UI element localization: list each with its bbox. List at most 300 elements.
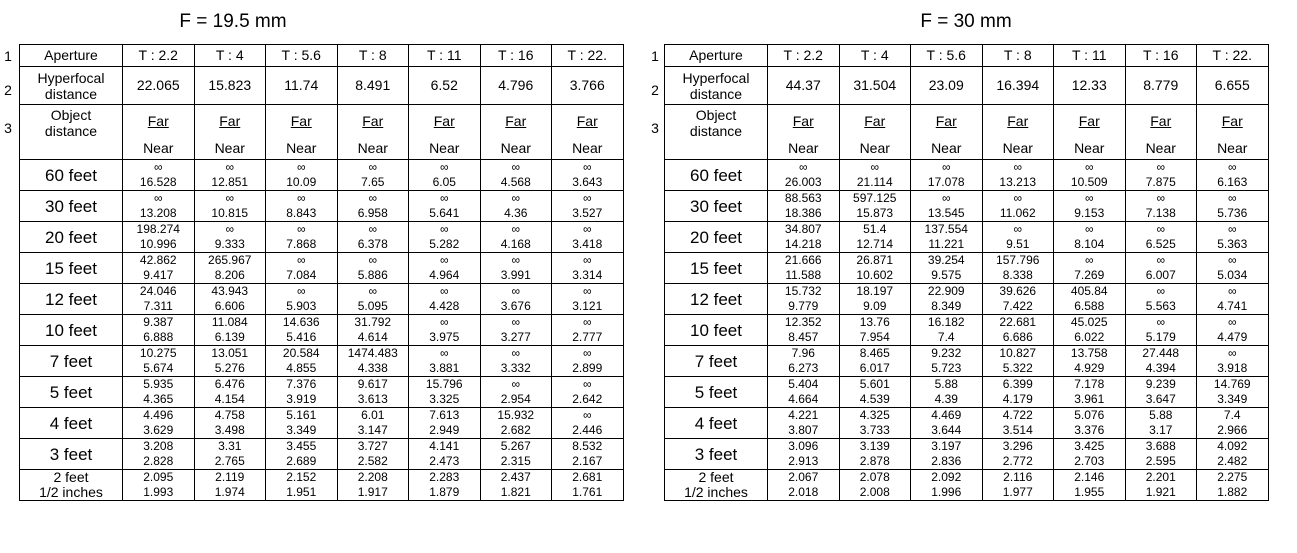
far-limit-value: 22.909 xyxy=(911,284,983,299)
far-limit-value: ∞ xyxy=(194,222,266,237)
far-limit-value: 405.84 xyxy=(1054,284,1126,299)
far-limit-value: 3.197 xyxy=(911,439,983,454)
far-limit-value: 3.455 xyxy=(266,439,338,454)
far-header: Far xyxy=(768,105,840,139)
near-limit-value: 4.614 xyxy=(337,329,409,346)
far-limit-value: ∞ xyxy=(480,377,552,392)
object-distance-value: 60 feet xyxy=(665,160,768,191)
far-limit-value: ∞ xyxy=(1197,160,1269,175)
object-distance-value: 7 feet xyxy=(665,346,768,377)
far-limit-value: ∞ xyxy=(266,160,338,175)
near-limit-value: 3.498 xyxy=(194,422,266,439)
near-header: Near xyxy=(409,138,481,160)
near-limit-value: 4.365 xyxy=(123,391,195,408)
far-limit-value: 2.275 xyxy=(1197,470,1269,485)
near-header: Near xyxy=(480,138,552,160)
far-limit-value: ∞ xyxy=(1197,284,1269,299)
aperture-value: T : 4 xyxy=(839,45,911,67)
far-limit-value: 20.584 xyxy=(266,346,338,361)
near-limit-value: 26.003 xyxy=(768,174,840,191)
far-limit-value: ∞ xyxy=(337,160,409,175)
near-limit-value: 7.954 xyxy=(839,329,911,346)
aperture-value: T : 16 xyxy=(480,45,552,67)
far-limit-value: 8.532 xyxy=(552,439,624,454)
near-limit-value: 7.311 xyxy=(123,298,195,315)
near-limit-value: 5.322 xyxy=(982,360,1054,377)
distance-row-far xyxy=(665,191,1269,206)
near-limit-value: 1.879 xyxy=(409,484,481,501)
near-limit-value: 4.855 xyxy=(266,360,338,377)
near-header: Near xyxy=(839,138,911,160)
far-limit-value: 198.274 xyxy=(123,222,195,237)
near-limit-value: 1.821 xyxy=(480,484,552,501)
near-limit-value: 4.168 xyxy=(480,236,552,253)
hyperfocal-value: 11.74 xyxy=(266,67,338,105)
far-limit-value: ∞ xyxy=(266,253,338,268)
far-limit-value: 4.758 xyxy=(194,408,266,423)
far-limit-value: ∞ xyxy=(337,284,409,299)
near-limit-value: 2.703 xyxy=(1054,453,1126,470)
object-distance-value: 5 feet xyxy=(665,377,768,408)
near-limit-value: 3.349 xyxy=(1197,391,1269,408)
aperture-value: T : 11 xyxy=(1054,45,1126,67)
near-limit-value: 2.954 xyxy=(480,391,552,408)
far-limit-value: ∞ xyxy=(1054,222,1126,237)
far-limit-value: ∞ xyxy=(1197,315,1269,330)
near-limit-value: 16.528 xyxy=(123,174,195,191)
far-limit-value: 2.067 xyxy=(768,470,840,485)
far-limit-value: 2.681 xyxy=(552,470,624,485)
far-limit-value: 13.76 xyxy=(839,315,911,330)
far-limit-value: ∞ xyxy=(1125,253,1197,268)
near-limit-value: 3.629 xyxy=(123,422,195,439)
far-limit-value: 88.563 xyxy=(768,191,840,206)
distance-row-far xyxy=(20,408,624,423)
near-limit-value: 3.733 xyxy=(839,422,911,439)
near-limit-value: 8.104 xyxy=(1054,236,1126,253)
far-limit-value: ∞ xyxy=(1125,315,1197,330)
row-number: 1 xyxy=(651,48,659,64)
near-limit-value: 2.878 xyxy=(839,453,911,470)
object-distance-value: 5 feet xyxy=(20,377,123,408)
near-limit-value: 7.65 xyxy=(337,174,409,191)
far-limit-value: 11.084 xyxy=(194,315,266,330)
object-distance-value: 20 feet xyxy=(20,222,123,253)
aperture-row xyxy=(20,45,624,67)
far-limit-value: 4.325 xyxy=(839,408,911,423)
near-limit-value: 3.643 xyxy=(552,174,624,191)
near-limit-value: 3.975 xyxy=(409,329,481,346)
far-limit-value: ∞ xyxy=(552,408,624,423)
distance-row-far xyxy=(20,377,624,392)
far-header: Far xyxy=(552,105,624,139)
far-limit-value: 3.296 xyxy=(982,439,1054,454)
near-limit-value: 13.213 xyxy=(982,174,1054,191)
far-limit-value: ∞ xyxy=(982,191,1054,206)
far-limit-value: 21.666 xyxy=(768,253,840,268)
far-limit-value: 45.025 xyxy=(1054,315,1126,330)
far-limit-value: 26.871 xyxy=(839,253,911,268)
hyperfocal-value: 15.823 xyxy=(194,67,266,105)
near-limit-value: 4.338 xyxy=(337,360,409,377)
far-limit-value: 4.722 xyxy=(982,408,1054,423)
far-limit-value: 5.404 xyxy=(768,377,840,392)
aperture-value: T : 5.6 xyxy=(911,45,983,67)
far-limit-value: 157.796 xyxy=(982,253,1054,268)
near-limit-value: 2.582 xyxy=(337,453,409,470)
near-limit-value: 9.333 xyxy=(194,236,266,253)
near-limit-value: 6.686 xyxy=(982,329,1054,346)
near-limit-value: 18.386 xyxy=(768,205,840,222)
object-label-line1: Object xyxy=(50,107,92,123)
hyperfocal-value: 23.09 xyxy=(911,67,983,105)
object-distance-value: 15 feet xyxy=(665,253,768,284)
hyperfocal-value: 6.655 xyxy=(1197,67,1269,105)
near-limit-value: 9.575 xyxy=(911,267,983,284)
far-limit-value: 6.01 xyxy=(337,408,409,423)
near-limit-value: 3.349 xyxy=(266,422,338,439)
far-limit-value: 24.046 xyxy=(123,284,195,299)
far-header: Far xyxy=(982,105,1054,139)
near-limit-value: 12.851 xyxy=(194,174,266,191)
object-distance-row xyxy=(20,105,624,139)
far-limit-value: ∞ xyxy=(409,346,481,361)
near-limit-value: 3.332 xyxy=(480,360,552,377)
near-limit-value: 3.376 xyxy=(1054,422,1126,439)
near-limit-value: 8.349 xyxy=(911,298,983,315)
hyperfocal-label-line1: Hyperfocal xyxy=(682,69,750,86)
near-limit-value: 3.644 xyxy=(911,422,983,439)
near-limit-value: 3.991 xyxy=(480,267,552,284)
near-limit-value: 12.714 xyxy=(839,236,911,253)
near-limit-value: 10.509 xyxy=(1054,174,1126,191)
far-limit-value: 265.967 xyxy=(194,253,266,268)
near-limit-value: 8.457 xyxy=(768,329,840,346)
near-limit-value: 7.138 xyxy=(1125,205,1197,222)
hyperfocal-row xyxy=(20,67,624,105)
distance-row-far xyxy=(20,160,624,175)
near-limit-value: 15.873 xyxy=(839,205,911,222)
far-limit-value: 5.88 xyxy=(1125,408,1197,423)
distance-row-far xyxy=(20,315,624,330)
near-limit-value: 4.39 xyxy=(911,391,983,408)
near-limit-value: 4.179 xyxy=(982,391,1054,408)
near-limit-value: 4.394 xyxy=(1125,360,1197,377)
far-limit-value: 14.636 xyxy=(266,315,338,330)
hyperfocal-value: 8.491 xyxy=(337,67,409,105)
near-limit-value: 6.022 xyxy=(1054,329,1126,346)
near-limit-value: 5.276 xyxy=(194,360,266,377)
depth-of-field-table xyxy=(19,44,624,501)
near-limit-value: 2.828 xyxy=(123,453,195,470)
far-limit-value: 4.469 xyxy=(911,408,983,423)
object-distance-value: 60 feet xyxy=(20,160,123,191)
distance-row-far xyxy=(665,315,1269,330)
far-header: Far xyxy=(480,105,552,139)
object-distance-value: 3 feet xyxy=(665,439,768,470)
far-limit-value: 6.476 xyxy=(194,377,266,392)
near-limit-value: 7.875 xyxy=(1125,174,1197,191)
far-limit-value: 597.125 xyxy=(839,191,911,206)
far-limit-value: ∞ xyxy=(552,191,624,206)
far-limit-value: ∞ xyxy=(552,253,624,268)
far-header: Far xyxy=(839,105,911,139)
far-limit-value: 10.827 xyxy=(982,346,1054,361)
far-limit-value: ∞ xyxy=(982,160,1054,175)
aperture-value: T : 11 xyxy=(409,45,481,67)
far-limit-value: 9.232 xyxy=(911,346,983,361)
near-limit-value: 2.167 xyxy=(552,453,624,470)
near-header: Near xyxy=(982,138,1054,160)
distance-row-far xyxy=(20,470,624,485)
far-limit-value: 2.095 xyxy=(123,470,195,485)
near-limit-value: 14.218 xyxy=(768,236,840,253)
far-limit-value: ∞ xyxy=(552,377,624,392)
far-limit-value: 3.139 xyxy=(839,439,911,454)
near-limit-value: 6.163 xyxy=(1197,174,1269,191)
near-limit-value: 6.378 xyxy=(337,236,409,253)
near-limit-value: 1.761 xyxy=(552,484,624,501)
hyperfocal-value: 44.37 xyxy=(768,67,840,105)
near-limit-value: 2.008 xyxy=(839,484,911,501)
row-number: 3 xyxy=(4,120,12,136)
far-limit-value: ∞ xyxy=(480,222,552,237)
far-limit-value: ∞ xyxy=(1125,222,1197,237)
object-distance-value: 20 feet xyxy=(665,222,768,253)
distance-label-line2: 1/2 inches xyxy=(684,484,748,500)
hyperfocal-value: 31.504 xyxy=(839,67,911,105)
far-limit-value: ∞ xyxy=(768,160,840,175)
aperture-value: T : 8 xyxy=(982,45,1054,67)
distance-row-far xyxy=(665,377,1269,392)
near-limit-value: 2.913 xyxy=(768,453,840,470)
near-header: Near xyxy=(266,138,338,160)
far-limit-value: ∞ xyxy=(1197,191,1269,206)
distance-row-far xyxy=(20,284,624,299)
row-number: 1 xyxy=(4,48,12,64)
near-limit-value: 3.647 xyxy=(1125,391,1197,408)
far-limit-value: ∞ xyxy=(552,222,624,237)
near-limit-value: 9.09 xyxy=(839,298,911,315)
near-limit-value: 9.779 xyxy=(768,298,840,315)
hyperfocal-value: 6.52 xyxy=(409,67,481,105)
near-limit-value: 6.958 xyxy=(337,205,409,222)
near-limit-value: 7.868 xyxy=(266,236,338,253)
far-header: Far xyxy=(1125,105,1197,139)
far-limit-value: 43.943 xyxy=(194,284,266,299)
far-limit-value: 3.208 xyxy=(123,439,195,454)
near-limit-value: 5.903 xyxy=(266,298,338,315)
object-distance-value: 7 feet xyxy=(20,346,123,377)
object-distance-value: 15 feet xyxy=(20,253,123,284)
far-limit-value: ∞ xyxy=(480,191,552,206)
near-limit-value: 1.974 xyxy=(194,484,266,501)
object-distance-value: 30 feet xyxy=(20,191,123,222)
object-label-line2: distance xyxy=(44,123,98,139)
object-distance-label xyxy=(665,105,768,160)
far-limit-value: 9.239 xyxy=(1125,377,1197,392)
hyperfocal-value: 4.796 xyxy=(480,67,552,105)
far-limit-value: ∞ xyxy=(911,191,983,206)
distance-row-far xyxy=(665,284,1269,299)
near-limit-value: 2.899 xyxy=(552,360,624,377)
hyperfocal-value: 8.779 xyxy=(1125,67,1197,105)
near-limit-value: 6.273 xyxy=(768,360,840,377)
near-limit-value: 9.51 xyxy=(982,236,1054,253)
distance-label-line1: 2 feet xyxy=(53,469,89,485)
far-limit-value: ∞ xyxy=(266,222,338,237)
far-limit-value: ∞ xyxy=(1054,160,1126,175)
far-limit-value: 9.617 xyxy=(337,377,409,392)
near-limit-value: 3.514 xyxy=(982,422,1054,439)
near-limit-value: 4.741 xyxy=(1197,298,1269,315)
hyperfocal-value: 22.065 xyxy=(123,67,195,105)
far-header: Far xyxy=(337,105,409,139)
far-limit-value: 22.681 xyxy=(982,315,1054,330)
near-limit-value: 7.269 xyxy=(1054,267,1126,284)
near-limit-value: 3.277 xyxy=(480,329,552,346)
near-limit-value: 6.525 xyxy=(1125,236,1197,253)
near-limit-value: 2.689 xyxy=(266,453,338,470)
panel-title: F = 19.5 mm xyxy=(179,11,287,32)
near-limit-value: 5.886 xyxy=(337,267,409,284)
near-limit-value: 4.568 xyxy=(480,174,552,191)
near-limit-value: 3.147 xyxy=(337,422,409,439)
far-limit-value: 3.727 xyxy=(337,439,409,454)
near-limit-value: 5.282 xyxy=(409,236,481,253)
far-limit-value: ∞ xyxy=(337,191,409,206)
near-header: Near xyxy=(1125,138,1197,160)
near-limit-value: 2.772 xyxy=(982,453,1054,470)
far-header: Far xyxy=(409,105,481,139)
far-limit-value: 39.254 xyxy=(911,253,983,268)
near-limit-value: 1.882 xyxy=(1197,484,1269,501)
near-limit-value: 2.777 xyxy=(552,329,624,346)
near-limit-value: 2.765 xyxy=(194,453,266,470)
far-header: Far xyxy=(911,105,983,139)
near-limit-value: 4.929 xyxy=(1054,360,1126,377)
near-limit-value: 10.996 xyxy=(123,236,195,253)
object-distance-label xyxy=(20,105,123,160)
near-limit-value: 7.422 xyxy=(982,298,1054,315)
far-limit-value: ∞ xyxy=(409,284,481,299)
far-limit-value: ∞ xyxy=(552,346,624,361)
near-limit-value: 5.179 xyxy=(1125,329,1197,346)
near-limit-value: 3.418 xyxy=(552,236,624,253)
far-limit-value: ∞ xyxy=(911,160,983,175)
distance-row-far xyxy=(665,160,1269,175)
far-limit-value: 6.399 xyxy=(982,377,1054,392)
far-limit-value: 5.601 xyxy=(839,377,911,392)
aperture-value: T : 22. xyxy=(552,45,624,67)
distance-row-far xyxy=(20,253,624,268)
near-limit-value: 2.682 xyxy=(480,422,552,439)
object-distance-value: 4 feet xyxy=(20,408,123,439)
near-limit-value: 2.642 xyxy=(552,391,624,408)
near-limit-value: 6.05 xyxy=(409,174,481,191)
near-header: Near xyxy=(1197,138,1269,160)
far-limit-value: ∞ xyxy=(839,160,911,175)
near-limit-value: 3.961 xyxy=(1054,391,1126,408)
far-limit-value: 7.96 xyxy=(768,346,840,361)
far-limit-value: 18.197 xyxy=(839,284,911,299)
far-limit-value: ∞ xyxy=(1125,284,1197,299)
far-limit-value: 13.051 xyxy=(194,346,266,361)
far-limit-value: 12.352 xyxy=(768,315,840,330)
far-limit-value: ∞ xyxy=(1125,191,1197,206)
aperture-value: T : 4 xyxy=(194,45,266,67)
far-limit-value: ∞ xyxy=(480,253,552,268)
far-limit-value: ∞ xyxy=(409,191,481,206)
far-limit-value: ∞ xyxy=(552,315,624,330)
object-distance-value: 12 feet xyxy=(665,284,768,315)
far-limit-value: ∞ xyxy=(480,315,552,330)
near-header: Near xyxy=(194,138,266,160)
distance-row-far xyxy=(665,346,1269,361)
near-limit-value: 6.888 xyxy=(123,329,195,346)
distance-row-far xyxy=(665,222,1269,237)
near-limit-value: 2.018 xyxy=(768,484,840,501)
hyperfocal-label xyxy=(20,67,123,105)
far-limit-value: 27.448 xyxy=(1125,346,1197,361)
near-limit-value: 2.473 xyxy=(409,453,481,470)
near-limit-value: 2.446 xyxy=(552,422,624,439)
near-limit-value: 9.153 xyxy=(1054,205,1126,222)
near-limit-value: 8.843 xyxy=(266,205,338,222)
far-limit-value: 4.221 xyxy=(768,408,840,423)
near-limit-value: 5.363 xyxy=(1197,236,1269,253)
near-limit-value: 3.527 xyxy=(552,205,624,222)
far-limit-value: ∞ xyxy=(982,222,1054,237)
near-header: Near xyxy=(123,138,195,160)
far-limit-value: ∞ xyxy=(409,315,481,330)
near-header: Near xyxy=(337,138,409,160)
far-limit-value: 5.161 xyxy=(266,408,338,423)
near-limit-value: 10.602 xyxy=(839,267,911,284)
near-header: Near xyxy=(911,138,983,160)
aperture-value: T : 22. xyxy=(1197,45,1269,67)
far-limit-value: 7.613 xyxy=(409,408,481,423)
aperture-value: T : 2.2 xyxy=(123,45,195,67)
near-limit-value: 3.919 xyxy=(266,391,338,408)
near-limit-value: 10.815 xyxy=(194,205,266,222)
near-limit-value: 4.539 xyxy=(839,391,911,408)
far-limit-value: ∞ xyxy=(266,284,338,299)
near-header: Near xyxy=(1054,138,1126,160)
far-limit-value: ∞ xyxy=(409,222,481,237)
distance-row-far xyxy=(665,408,1269,423)
far-header: Far xyxy=(1197,105,1269,139)
far-limit-value: 3.096 xyxy=(768,439,840,454)
far-header: Far xyxy=(194,105,266,139)
far-header: Far xyxy=(1054,105,1126,139)
distance-row-far xyxy=(20,222,624,237)
far-limit-value: 2.146 xyxy=(1054,470,1126,485)
near-header: Near xyxy=(552,138,624,160)
far-limit-value: 2.208 xyxy=(337,470,409,485)
near-limit-value: 1.996 xyxy=(911,484,983,501)
far-limit-value: ∞ xyxy=(409,253,481,268)
near-limit-value: 7.4 xyxy=(911,329,983,346)
depth-of-field-table xyxy=(664,44,1269,501)
near-limit-value: 7.084 xyxy=(266,267,338,284)
distance-label-line1: 2 feet xyxy=(698,469,734,485)
far-limit-value: ∞ xyxy=(1054,253,1126,268)
far-limit-value: ∞ xyxy=(409,160,481,175)
far-limit-value: 2.078 xyxy=(839,470,911,485)
far-limit-value: 137.554 xyxy=(911,222,983,237)
far-limit-value: 5.076 xyxy=(1054,408,1126,423)
